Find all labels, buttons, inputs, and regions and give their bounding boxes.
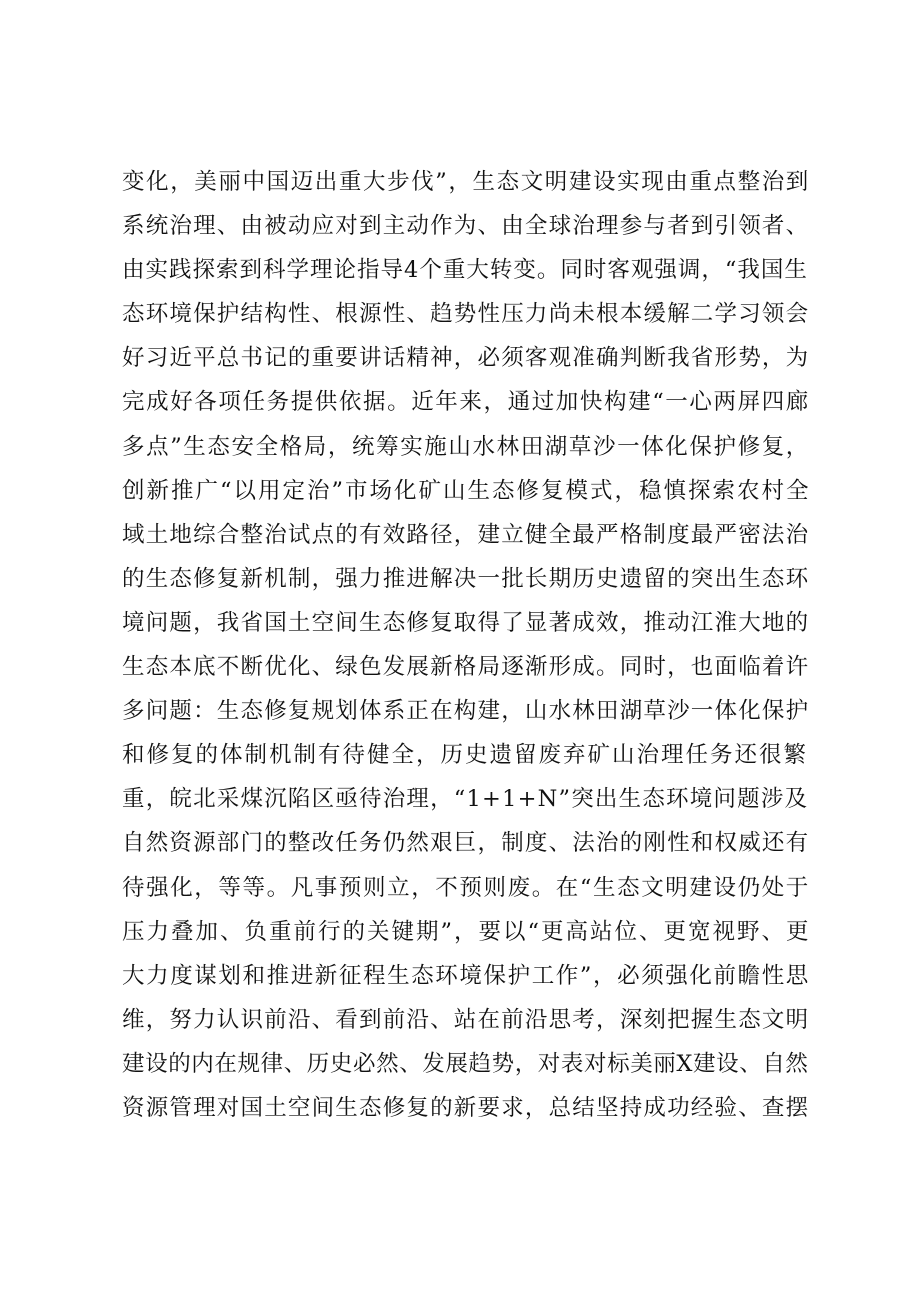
text-line: 维，努力认识前沿、看到前沿、站在前沿思考，深刻把握生态文明	[122, 1006, 810, 1033]
text-line: 的生态修复新机制，强力推进解决一批长期历史遗留的突出生态环	[122, 565, 810, 592]
body-paragraph	[122, 160, 812, 1130]
text-line: 待强化，等等。凡事预则立，不预则废。在“生态文明建设仍处于	[122, 874, 810, 901]
text-line: 完成好各项任务提供依据。近年来，通过加快构建“一心两屏四廊	[122, 389, 810, 416]
text-line: 创新推广“以用定治”市场化矿山生态修复模式，稳慎探索农村全	[122, 477, 811, 504]
text-line: 系统治理、由被动应对到主动作为、由全球治理参与者到引领者、	[122, 213, 810, 240]
text-line: 变化，美丽中国迈出重大步伐”，生态文明建设实现由重点整治到	[122, 169, 810, 195]
text-line: 好习近平总书记的重要讲话精神，必须客观准确判断我省形势，为	[122, 345, 810, 372]
text-line: 自然资源部门的整改任务仍然艰巨，制度、法治的刚性和权威还有	[122, 830, 810, 857]
text-line: 态环境保护结构性、根源性、趋势性压力尚未根本缓解二学习领会	[122, 301, 810, 328]
text-line: 由实践探索到科学理论指导4个重大转变。同时客观强调，“我国生	[122, 257, 808, 284]
text-line: 多点”生态安全格局，统筹实施山水林田湖草沙一体化保护修复，	[122, 433, 810, 460]
text-line: 域土地综合整治试点的有效路径，建立健全最严格制度最严密法治	[122, 521, 810, 548]
text-line: 和修复的体制机制有待健全，历史遗留废弃矿山治理任务还很繁	[122, 742, 809, 769]
text-line: 生态本底不断优化、绿色发展新格局逐渐形成。同时，也面临着许	[122, 654, 810, 681]
text-line: 压力叠加、负重前行的关键期”，要以“更高站位、更宽视野、更	[122, 918, 811, 945]
text-line: 多问题：生态修复规划体系正在构建，山水林田湖草沙一体化保护	[122, 698, 810, 725]
text-line: 建设的内在规律、历史必然、发展趋势，对表对标美丽X建设、自然	[122, 1050, 809, 1077]
text-line: 资源管理对国土空间生态修复的新要求，总结坚持成功经验、查摆	[122, 1094, 810, 1121]
text-line: 重，皖北采煤沉陷区亟待治理，“1+1+N”突出生态环境问题涉及	[122, 786, 809, 813]
text-line: 大力度谋划和推进新征程生态环境保护工作”，必须强化前瞻性思	[122, 962, 810, 989]
text-line: 境问题，我省国土空间生态修复取得了显著成效，推动江淮大地的	[122, 609, 810, 636]
